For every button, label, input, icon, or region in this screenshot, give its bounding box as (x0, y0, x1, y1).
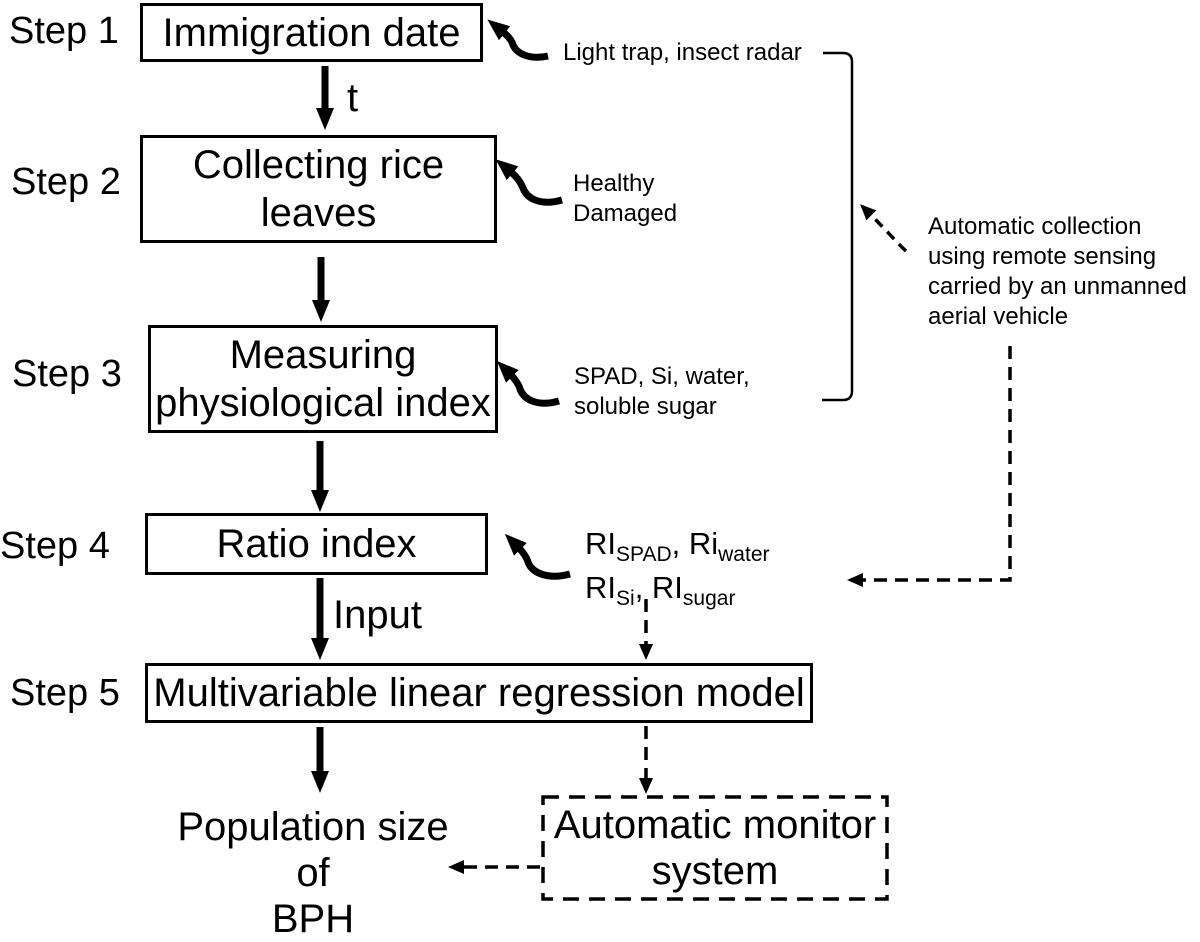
ratio-index-line-1: $RI_{SPAD}$, $Ri_{water}$ (585, 526, 770, 566)
soluble-sugar-label: soluble sugar (574, 393, 717, 420)
dashed-arrow-uav-to-ratio-level (861, 346, 1010, 580)
spad-si-water-label: SPAD, Si, water, (574, 363, 750, 390)
curved-arrow-healthy-to-step2 (511, 172, 562, 202)
uav-collection-note: Automatic collection using remote sensing carried by an unmanned aerial vehicle (928, 213, 1187, 330)
damaged-label: Damaged (573, 200, 678, 227)
curved-arrow-lighttrap-to-step1 (503, 32, 548, 57)
regression-model-box: Multivariable linear regression model (145, 663, 813, 723)
step-4-label: Step 4 (0, 525, 110, 567)
step2-classes-annotation (573, 169, 677, 229)
curved-arrow-ri-to-step4 (519, 548, 570, 576)
dashed-arrow-uav-to-bracket (870, 214, 906, 251)
time-arrow-label: t (347, 76, 359, 120)
step3-indices-annotation (574, 362, 750, 422)
step-2-label: Step 2 (11, 161, 121, 203)
step-1-label: Step 1 (9, 10, 119, 52)
population-size-output: Population size of BPH (177, 805, 449, 941)
healthy-label: Healthy (573, 170, 655, 197)
collecting-rice-leaves-box: Collecting rice leaves (140, 135, 497, 243)
input-arrow-label: Input (333, 593, 422, 637)
curved-arrow-spad-to-step3 (511, 375, 559, 403)
automatic-monitor-system-label: Automatic monitor system (553, 803, 877, 893)
ratio-index-box: Ratio index (145, 513, 488, 575)
step-5-label: Step 5 (10, 672, 120, 714)
immigration-date-box: Immigration date (140, 3, 483, 62)
ratio-index-line-2: $RI_{Si}$, $RI_{sugar}$ (585, 570, 736, 610)
step-3-label: Step 3 (12, 353, 122, 395)
measuring-physiological-index-box: Measuring physiological index (148, 325, 498, 433)
step4-ratio-indices-annotation (585, 527, 770, 615)
step1-methods-annotation: Light trap, insect radar (563, 39, 802, 66)
bracket-manual-methods (822, 53, 852, 400)
